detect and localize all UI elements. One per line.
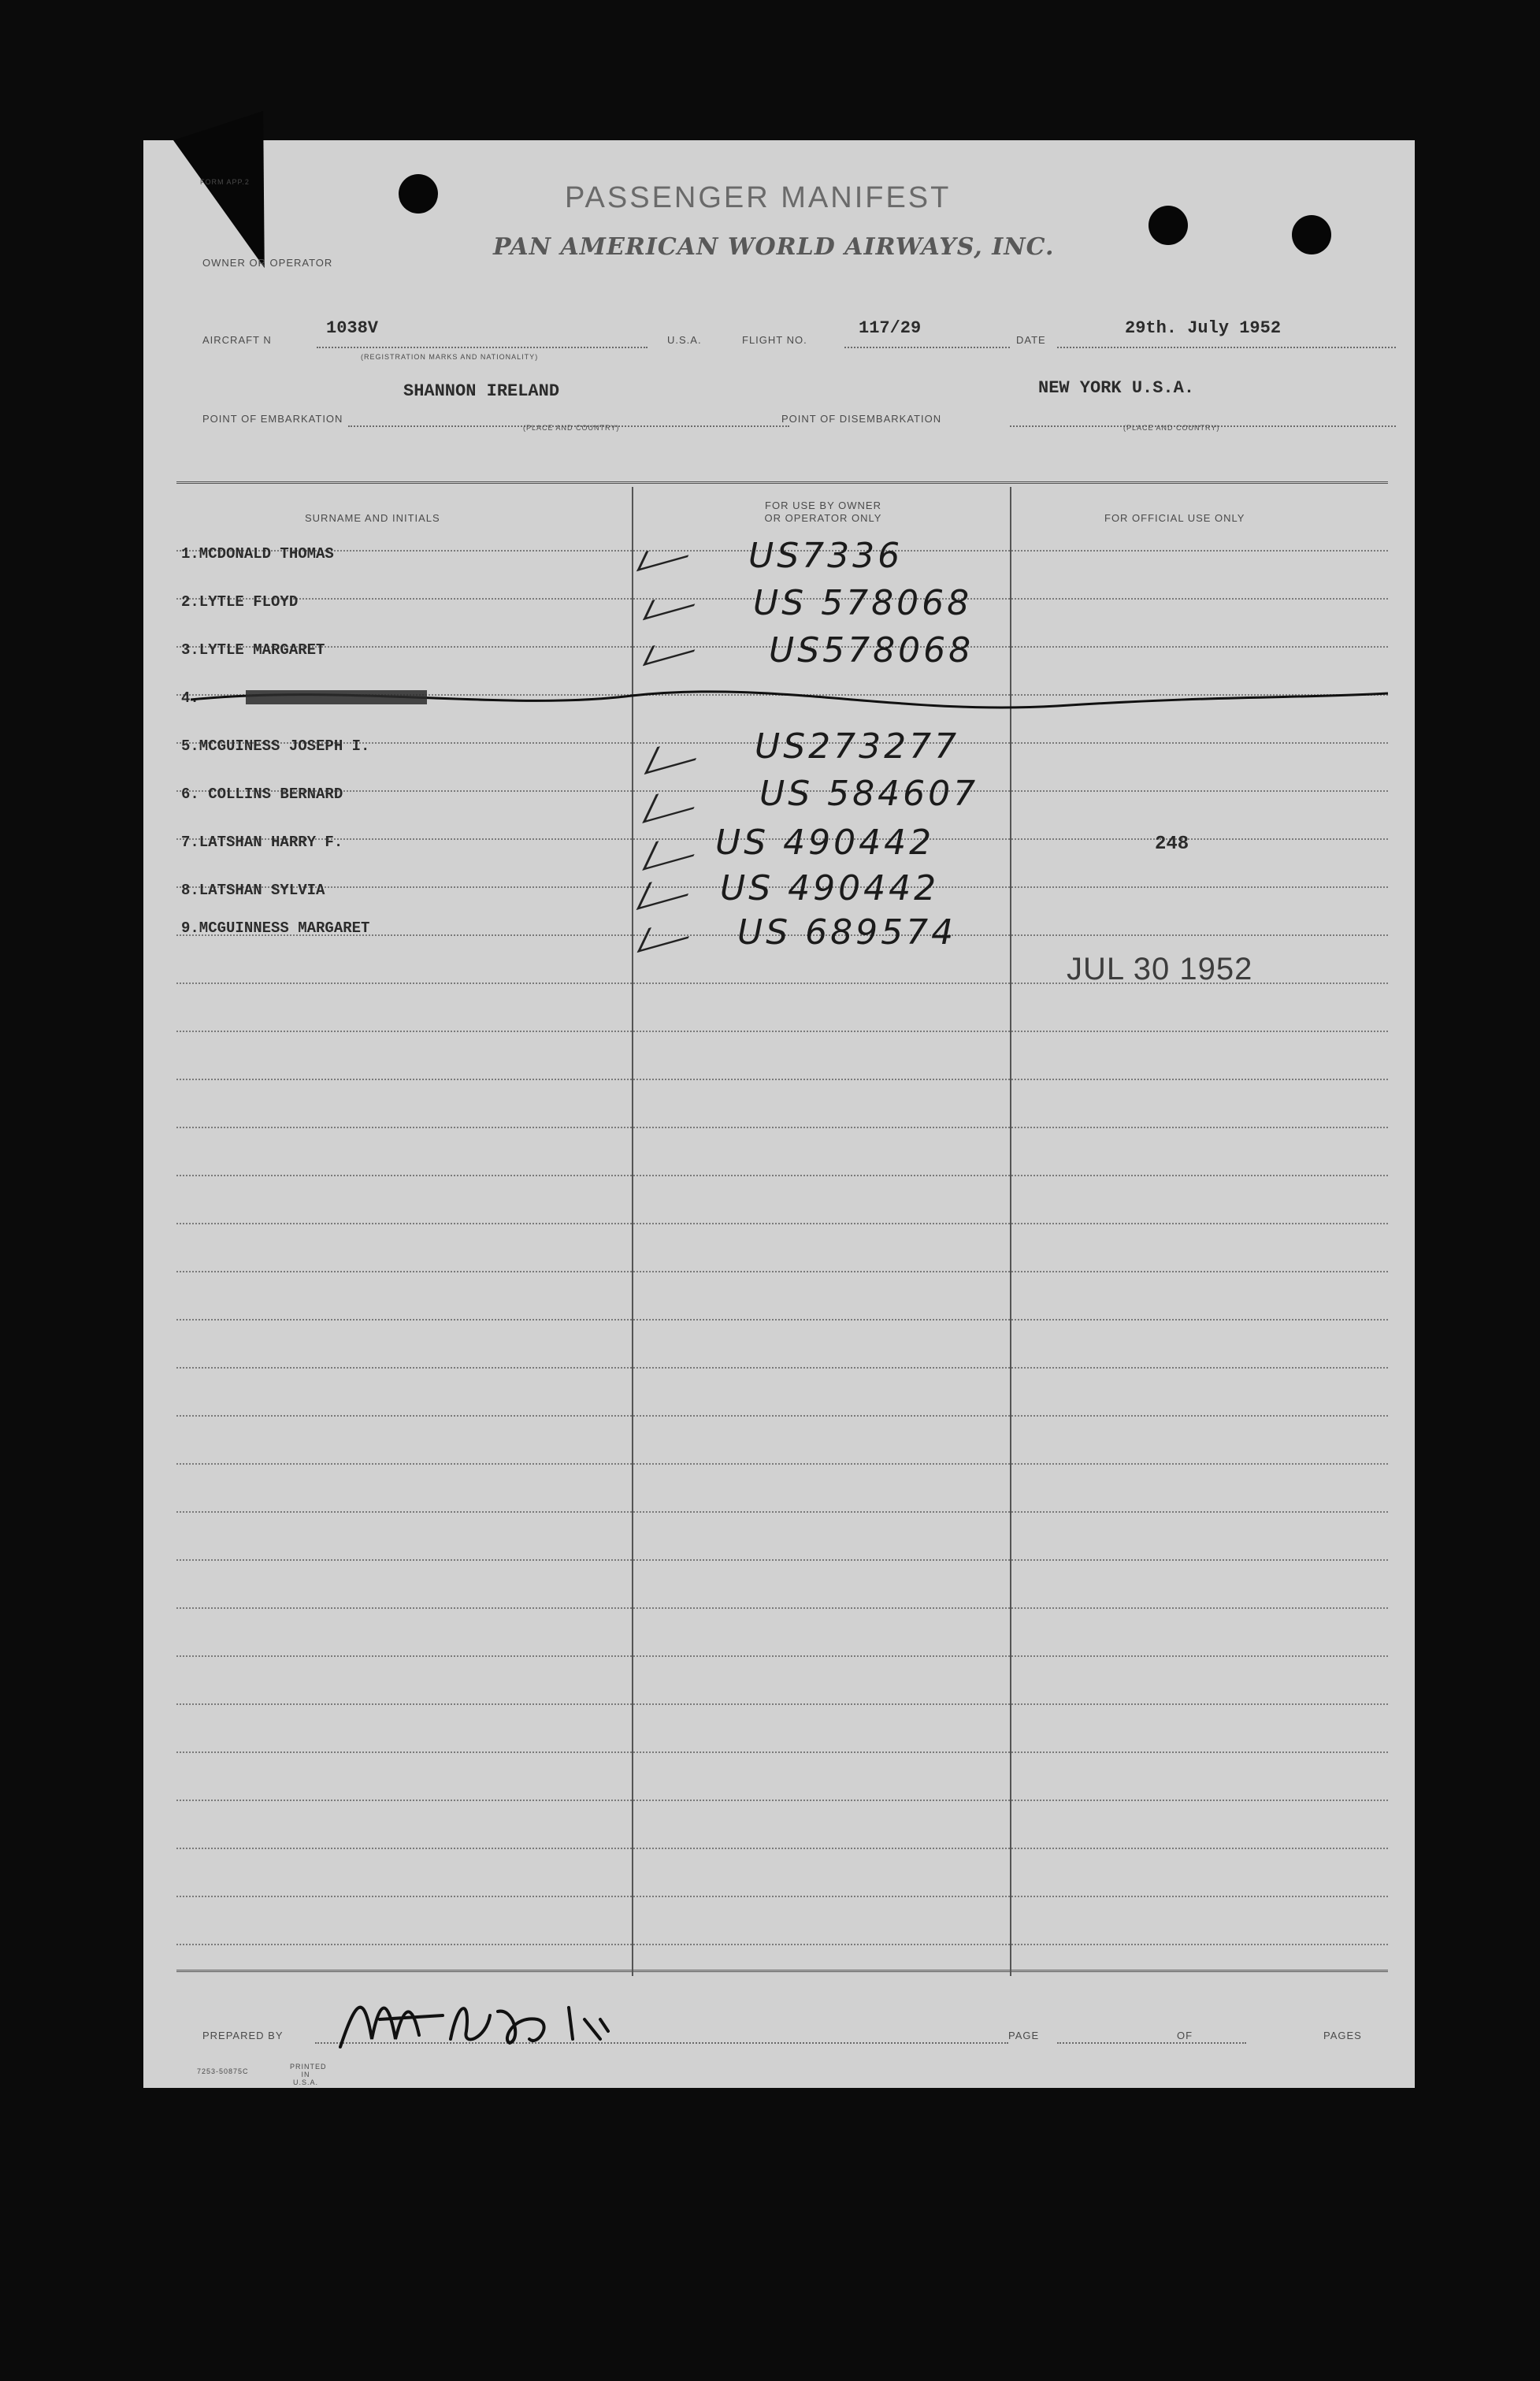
table-row-line <box>176 1223 1388 1224</box>
table-row-line <box>176 1703 1388 1705</box>
flight-underline <box>844 347 1010 348</box>
table-row-line <box>176 1367 1388 1369</box>
check-mark-icon <box>642 827 707 871</box>
passport-number-8: US 490442 <box>720 868 940 908</box>
passenger-name-6: 6. COLLINS BERNARD <box>181 786 343 803</box>
table-row-line <box>176 1944 1388 1945</box>
official-number: 248 <box>1155 834 1189 855</box>
check-mark-icon <box>643 632 703 666</box>
date-label: DATE <box>1016 334 1046 346</box>
check-mark-icon <box>644 733 709 774</box>
passport-number-6: US 584607 <box>759 774 979 814</box>
signature <box>332 1984 726 2055</box>
table-row-line <box>176 1319 1388 1321</box>
passenger-name-7: 7.LATSHAN HARRY F. <box>181 834 343 851</box>
embarkation-label: POINT OF EMBARKATION <box>202 413 343 425</box>
of-label: OF <box>1177 2030 1193 2041</box>
prepared-by-label: PREPARED BY <box>202 2030 284 2041</box>
flight-value: 117/29 <box>859 318 922 338</box>
aircraft-label: AIRCRAFT N <box>202 334 272 346</box>
passport-number-1: US7336 <box>748 536 904 576</box>
passport-number-3: US578068 <box>769 630 974 670</box>
passenger-name-8: 8.LATSHAN SYLVIA <box>181 882 325 899</box>
column-header-owner-line2: OR OPERATOR ONLY <box>764 512 882 524</box>
passenger-name-9: 9.MCGUINNESS MARGARET <box>181 919 370 937</box>
table-row-line <box>176 1751 1388 1753</box>
manifest-page <box>143 140 1415 2088</box>
date-stamp: JUL 30 1952 <box>1067 952 1253 986</box>
strike-through-line <box>191 676 1396 723</box>
table-row-line <box>176 1848 1388 1849</box>
aircraft-value: 1038V <box>326 318 379 338</box>
owner-label: OWNER OR OPERATOR <box>202 257 333 269</box>
table-row-line <box>176 1271 1388 1272</box>
check-mark-icon <box>637 914 700 953</box>
table-row-line <box>176 1175 1388 1176</box>
check-mark-icon <box>636 868 701 910</box>
table-row-line <box>176 1031 1388 1032</box>
table-row-line <box>176 1415 1388 1417</box>
table-top-border <box>176 481 1388 484</box>
check-mark-icon <box>643 586 703 620</box>
passport-number-7: US 490442 <box>715 823 935 863</box>
table-row-line <box>176 1079 1388 1080</box>
embarkation-caption: (PLACE AND COUNTRY) <box>523 424 620 432</box>
table-row-line <box>176 1511 1388 1513</box>
printed-in-usa: PRINTED IN U.S.A. <box>290 2063 327 2086</box>
passport-number-9: US 689574 <box>737 912 957 953</box>
column-header-owner-line1: FOR USE BY OWNER <box>765 500 881 511</box>
punch-hole <box>1149 206 1188 245</box>
disembarkation-value: NEW YORK U.S.A. <box>1038 378 1195 398</box>
usa-label: U.S.A. <box>667 334 702 346</box>
table-bottom-border <box>176 1970 1388 1972</box>
passenger-name-1: 1.MCDONALD THOMAS <box>181 545 334 563</box>
aircraft-underline <box>317 347 648 348</box>
page-underline <box>1057 2042 1246 2044</box>
column-header-official: FOR OFFICIAL USE ONLY <box>1104 512 1245 524</box>
column-header-owner <box>733 500 914 525</box>
table-row-line <box>176 1463 1388 1465</box>
table-row-line <box>176 1800 1388 1801</box>
check-mark-icon <box>642 780 707 823</box>
punch-hole <box>1292 215 1331 254</box>
passport-number-5: US273277 <box>755 726 960 767</box>
form-code-top: FORM APP.2 <box>200 178 250 186</box>
table-row-line <box>176 1559 1388 1561</box>
embarkation-value: SHANNON IRELAND <box>403 381 560 401</box>
page-label: PAGE <box>1008 2030 1040 2041</box>
disembarkation-label: POINT OF DISEMBARKATION <box>781 413 942 425</box>
date-value: 29th. July 1952 <box>1125 318 1282 338</box>
table-row-line <box>176 1607 1388 1609</box>
form-code-bottom: 7253-50875C <box>197 2067 249 2075</box>
passenger-name-3: 3.LYTLE MARGARET <box>181 641 325 659</box>
pages-label: PAGES <box>1323 2030 1362 2041</box>
passport-number-2: US 578068 <box>753 583 973 623</box>
column-header-surname: SURNAME AND INITIALS <box>305 512 440 524</box>
table-row-line <box>176 1896 1388 1897</box>
table-row-line <box>176 1127 1388 1128</box>
passenger-name-2: 2.LYTLE FLOYD <box>181 593 299 611</box>
punch-hole <box>399 174 438 214</box>
airline-name: PAN AMERICAN WORLD AIRWAYS, INC. <box>493 233 1055 261</box>
date-underline <box>1057 347 1396 348</box>
form-title: PASSENGER MANIFEST <box>565 181 952 214</box>
passenger-name-5: 5.MCGUINESS JOSEPH I. <box>181 737 370 755</box>
disembarkation-caption: (PLACE AND COUNTRY) <box>1123 424 1220 432</box>
check-mark-icon <box>636 537 697 571</box>
passenger-name-4: 4. <box>181 689 199 707</box>
flight-label: FLIGHT NO. <box>742 334 807 346</box>
table-row-line <box>176 1655 1388 1657</box>
registration-caption: (REGISTRATION MARKS AND NATIONALITY) <box>361 353 539 361</box>
